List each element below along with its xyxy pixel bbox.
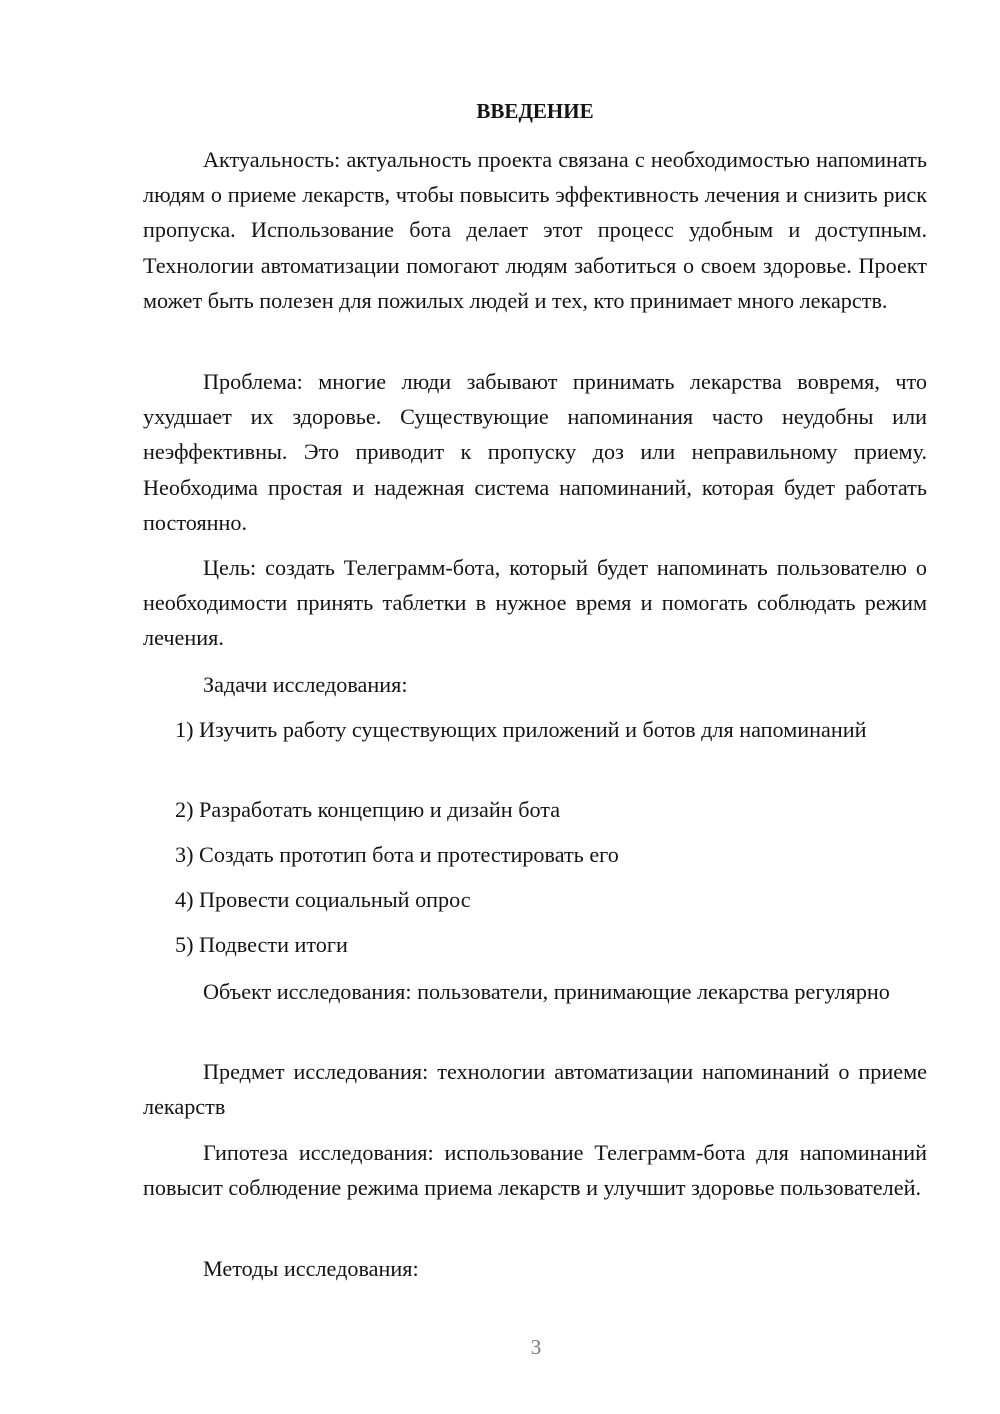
methods-heading: Методы исследования:: [203, 1256, 419, 1281]
paragraph-goal: Цель: создать Телеграмм-бота, который будет напоминать пользователю о необходимости принять таблетки в нужное время и помогать соблюдать режим лечения.: [143, 555, 927, 651]
task-item-4: 4) Провести социальный опрос: [175, 887, 471, 912]
task-item-2: 2) Разработать концепцию и дизайн бота: [175, 797, 561, 822]
task-item-3: 3) Создать прототип бота и протестировать его: [175, 842, 619, 867]
paragraph-object: Объект исследования: пользователи, принимающие лекарства регулярно: [203, 979, 890, 1004]
tasks-heading: Задачи исследования:: [203, 672, 408, 697]
paragraph-subject: Предмет исследования: технологии автоматизации напоминаний о приеме лекарств: [143, 1059, 927, 1120]
section-heading: ВВЕДЕНИЕ: [476, 99, 594, 123]
task-item-1: 1) Изучить работу существующих приложений и ботов для напоминаний: [175, 717, 867, 742]
paragraph-relevance: Актуальность: актуальность проекта связана с необходимостью напоминать людям о приеме лекарств, чтобы повысить эффективность лечения и снизить риск пропуска. Использование бота делает этот процесс удобным и доступным. Технологии автоматизации помогают людям заботиться о своем здоровье. Проект может быть полезен для пожилых людей и тех, кто принимает много лекарств.: [143, 147, 927, 313]
paragraph-problem: Проблема: многие люди забывают принимать лекарства вовремя, что ухудшает их здоровье. Существующие напоминания часто неудобны или неэффективны. Это приводит к пропуску доз или неправильному приему. Необходима простая и надежная система напоминаний, которая будет работать постоянно.: [143, 369, 927, 535]
paragraph-hypothesis: Гипотеза исследования: использование Телеграмм-бота для напоминаний повысит соблюдение режима приема лекарств и улучшит здоровье пользователей.: [143, 1140, 927, 1201]
task-item-5: 5) Подвести итоги: [175, 932, 348, 957]
page-number: 3: [530, 1335, 542, 1359]
